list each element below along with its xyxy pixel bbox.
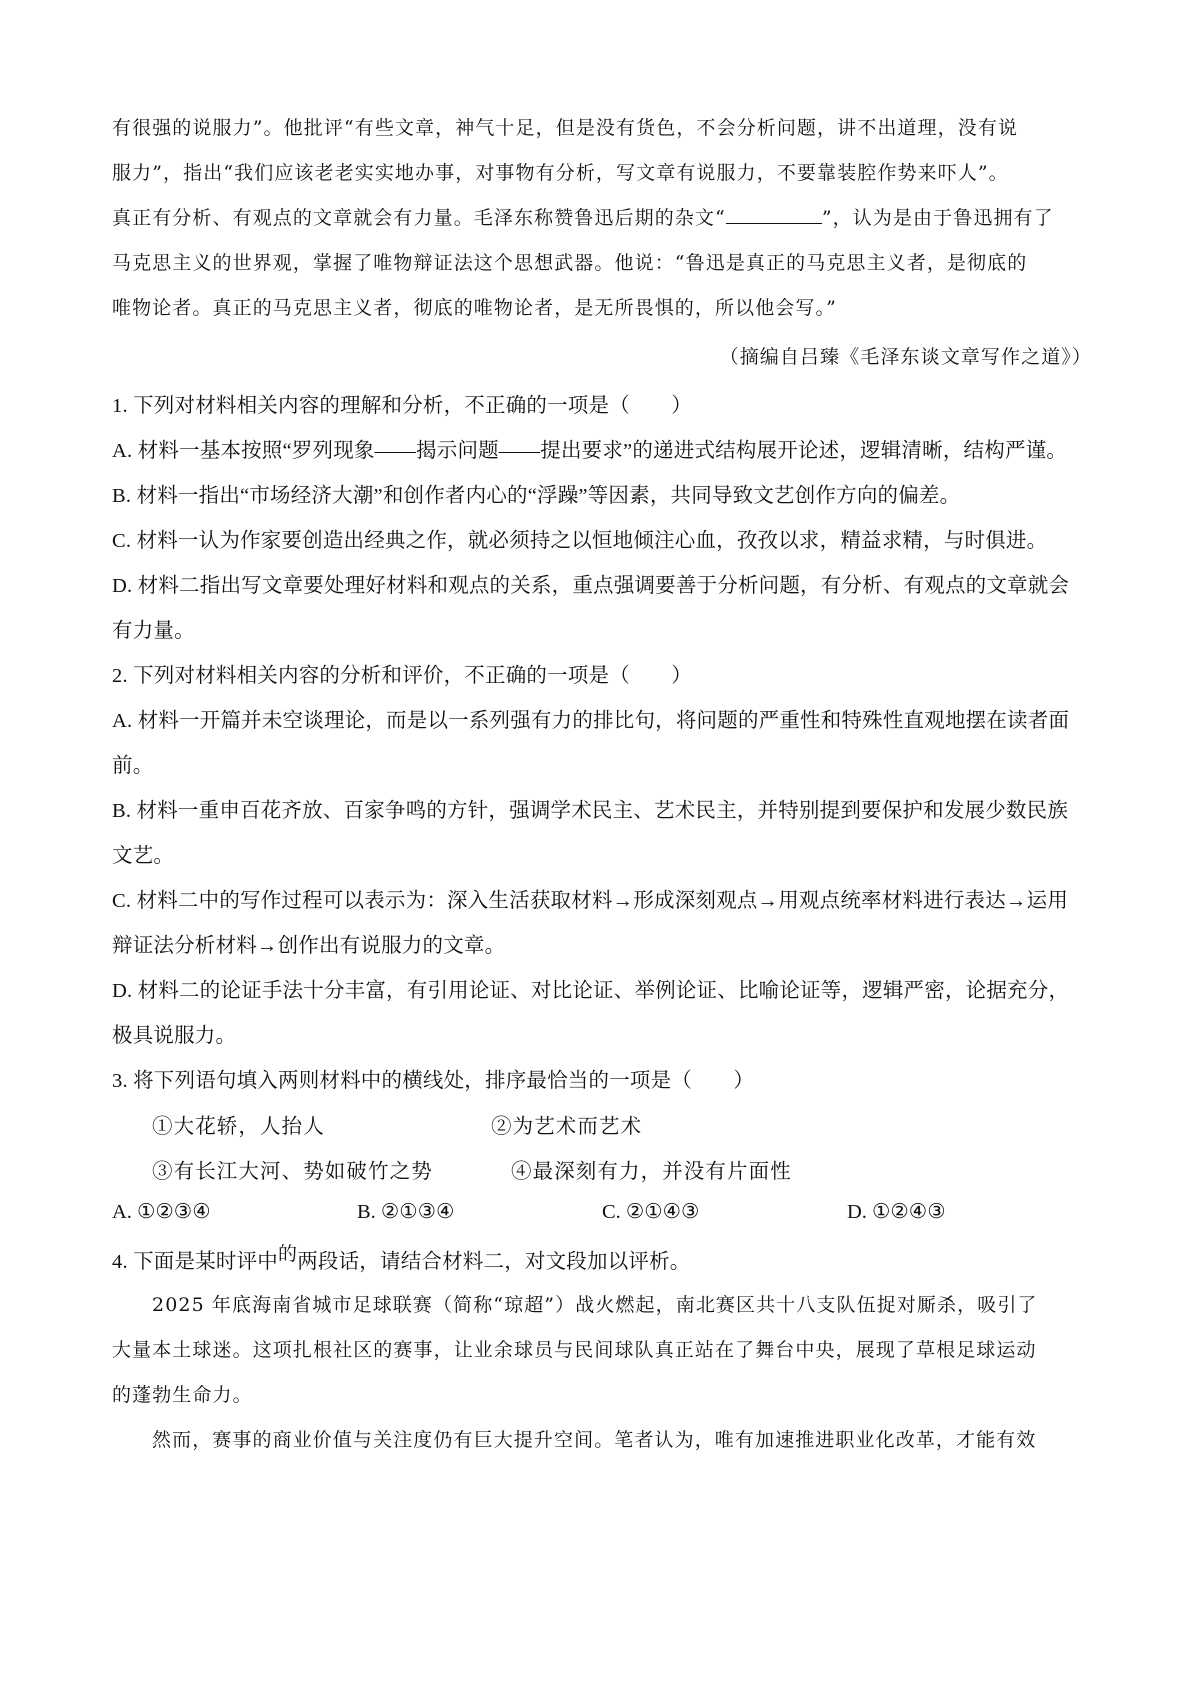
passage-source: （摘编自吕臻《毛泽东谈文章写作之道》） (719, 346, 1092, 368)
q2-option-b-line1: B. 材料一重申百花齐放、百家争鸣的方针，强调学术民主、艺术民主，并特别提到要保护和发展少数民族 (112, 800, 1069, 822)
q1-option-d-line2: 有力量。 (112, 620, 195, 642)
q3-sentence-2: ②为艺术而艺术 (491, 1116, 643, 1138)
q3-sentence-4: ④最深刻有力，并没有片面性 (511, 1161, 792, 1183)
q2-option-c-line2: 辩证法分析材料→创作出有说服力的文章。 (112, 935, 506, 957)
q4-paragraph-1-line2: 大量本土球迷。这项扎根社区的赛事，让业余球员与民间球队真正站在了舞台中央，展现了草根足球运动 (112, 1339, 1037, 1361)
passage-line-2: 服力”，指出“我们应该老老实实地办事，对事物有分析，写文章有说服力，不要靠装腔作势来吓人”。 (112, 162, 1009, 184)
q4-stem-start: 4. 下面是某时评中 (112, 1251, 278, 1273)
q1-stem: 1. 下列对材料相关内容的理解和分析，不正确的一项是（ ） (112, 395, 692, 417)
q4-stem-end: 两段话，请结合材料二，对文段加以评析。 (297, 1251, 691, 1273)
fill-blank (726, 207, 822, 224)
q2-option-a-line2: 前。 (112, 755, 154, 777)
q4-paragraph-1-line3: 的蓬勃生命力。 (112, 1384, 253, 1406)
q3-option-c: C. ②①④③ (602, 1201, 700, 1223)
q3-stem: 3. 将下列语句填入两则材料中的横线处，排序最恰当的一项是（ ） (112, 1070, 755, 1092)
q1-option-b: B. 材料一指出“市场经济大潮”和创作者内心的“浮躁”等因素，共同导致文艺创作方向的偏差。 (112, 485, 961, 507)
q2-option-b-line2: 文艺。 (112, 845, 175, 867)
q1-option-a: A. 材料一基本按照“罗列现象——揭示问题——提出要求”的递进式结构展开论述，逻辑清晰，结构严谨。 (112, 440, 1068, 462)
q3-option-d: D. ①②④③ (847, 1201, 946, 1223)
q2-option-d-line2: 极具说服力。 (112, 1025, 237, 1047)
q3-option-b: B. ②①③④ (357, 1201, 455, 1223)
q2-option-a-line1: A. 材料一开篇并未空谈理论，而是以一系列强有力的排比句，将问题的严重性和特殊性直观地摆在读者面 (112, 710, 1070, 732)
q1-option-c: C. 材料一认为作家要创造出经典之作，就必须持之以恒地倾注心血，孜孜以求，精益求精，与时俱进。 (112, 530, 1048, 552)
q2-stem: 2. 下列对材料相关内容的分析和评价，不正确的一项是（ ） (112, 665, 692, 687)
q3-sentence-3: ③有长江大河、势如破竹之势 (152, 1161, 433, 1183)
passage-line-4: 马克思主义的世界观，掌握了唯物辩证法这个思想武器。他说：“鲁迅是真正的马克思主义者，是彻底的 (112, 252, 1028, 274)
passage-line-3-before: 真正有分析、有观点的文章就会有力量。毛泽东称赞鲁迅后期的杂文“ (112, 207, 726, 229)
passage-line-5: 唯物论者。真正的马克思主义者，彻底的唯物论者，是无所畏惧的，所以他会写。” (112, 297, 837, 319)
passage-line-3 (112, 203, 1098, 230)
passage-line-3-after: ”，认为是由于鲁迅拥有了 (821, 207, 1054, 229)
q2-option-d-line1: D. 材料二的论证手法十分丰富，有引用论证、对比论证、举例论证、比喻论证等，逻辑严密，论据充分， (112, 980, 1070, 1002)
q2-option-c-line1: C. 材料二中的写作过程可以表示为：深入生活获取材料→形成深刻观点→用观点统率材料进行表达→运用 (112, 890, 1069, 912)
q4-paragraph-1-line1: 2025 年底海南省城市足球联赛（简称“琼超”）战火燃起，南北赛区共十八支队伍捉对厮杀，吸引了 (152, 1294, 1038, 1316)
q3-option-a: A. ①②③④ (112, 1201, 211, 1223)
q4-stem (112, 1244, 1098, 1274)
q3-sentence-1: ①大花轿，人抬人 (152, 1116, 325, 1138)
q4-stem-raised-char: 的 (278, 1244, 298, 1265)
passage-line-1: 有很强的说服力”。他批评“有些文章，神气十足，但是没有货色，不会分析问题，讲不出道理，没有说 (112, 117, 1019, 139)
q1-option-d-line1: D. 材料二指出写文章要处理好材料和观点的关系，重点强调要善于分析问题，有分析、有观点的文章就会 (112, 575, 1070, 597)
q4-paragraph-2-line1: 然而，赛事的商业价值与关注度仍有巨大提升空间。笔者认为，唯有加速推进职业化改革，才能有效 (152, 1429, 1037, 1451)
